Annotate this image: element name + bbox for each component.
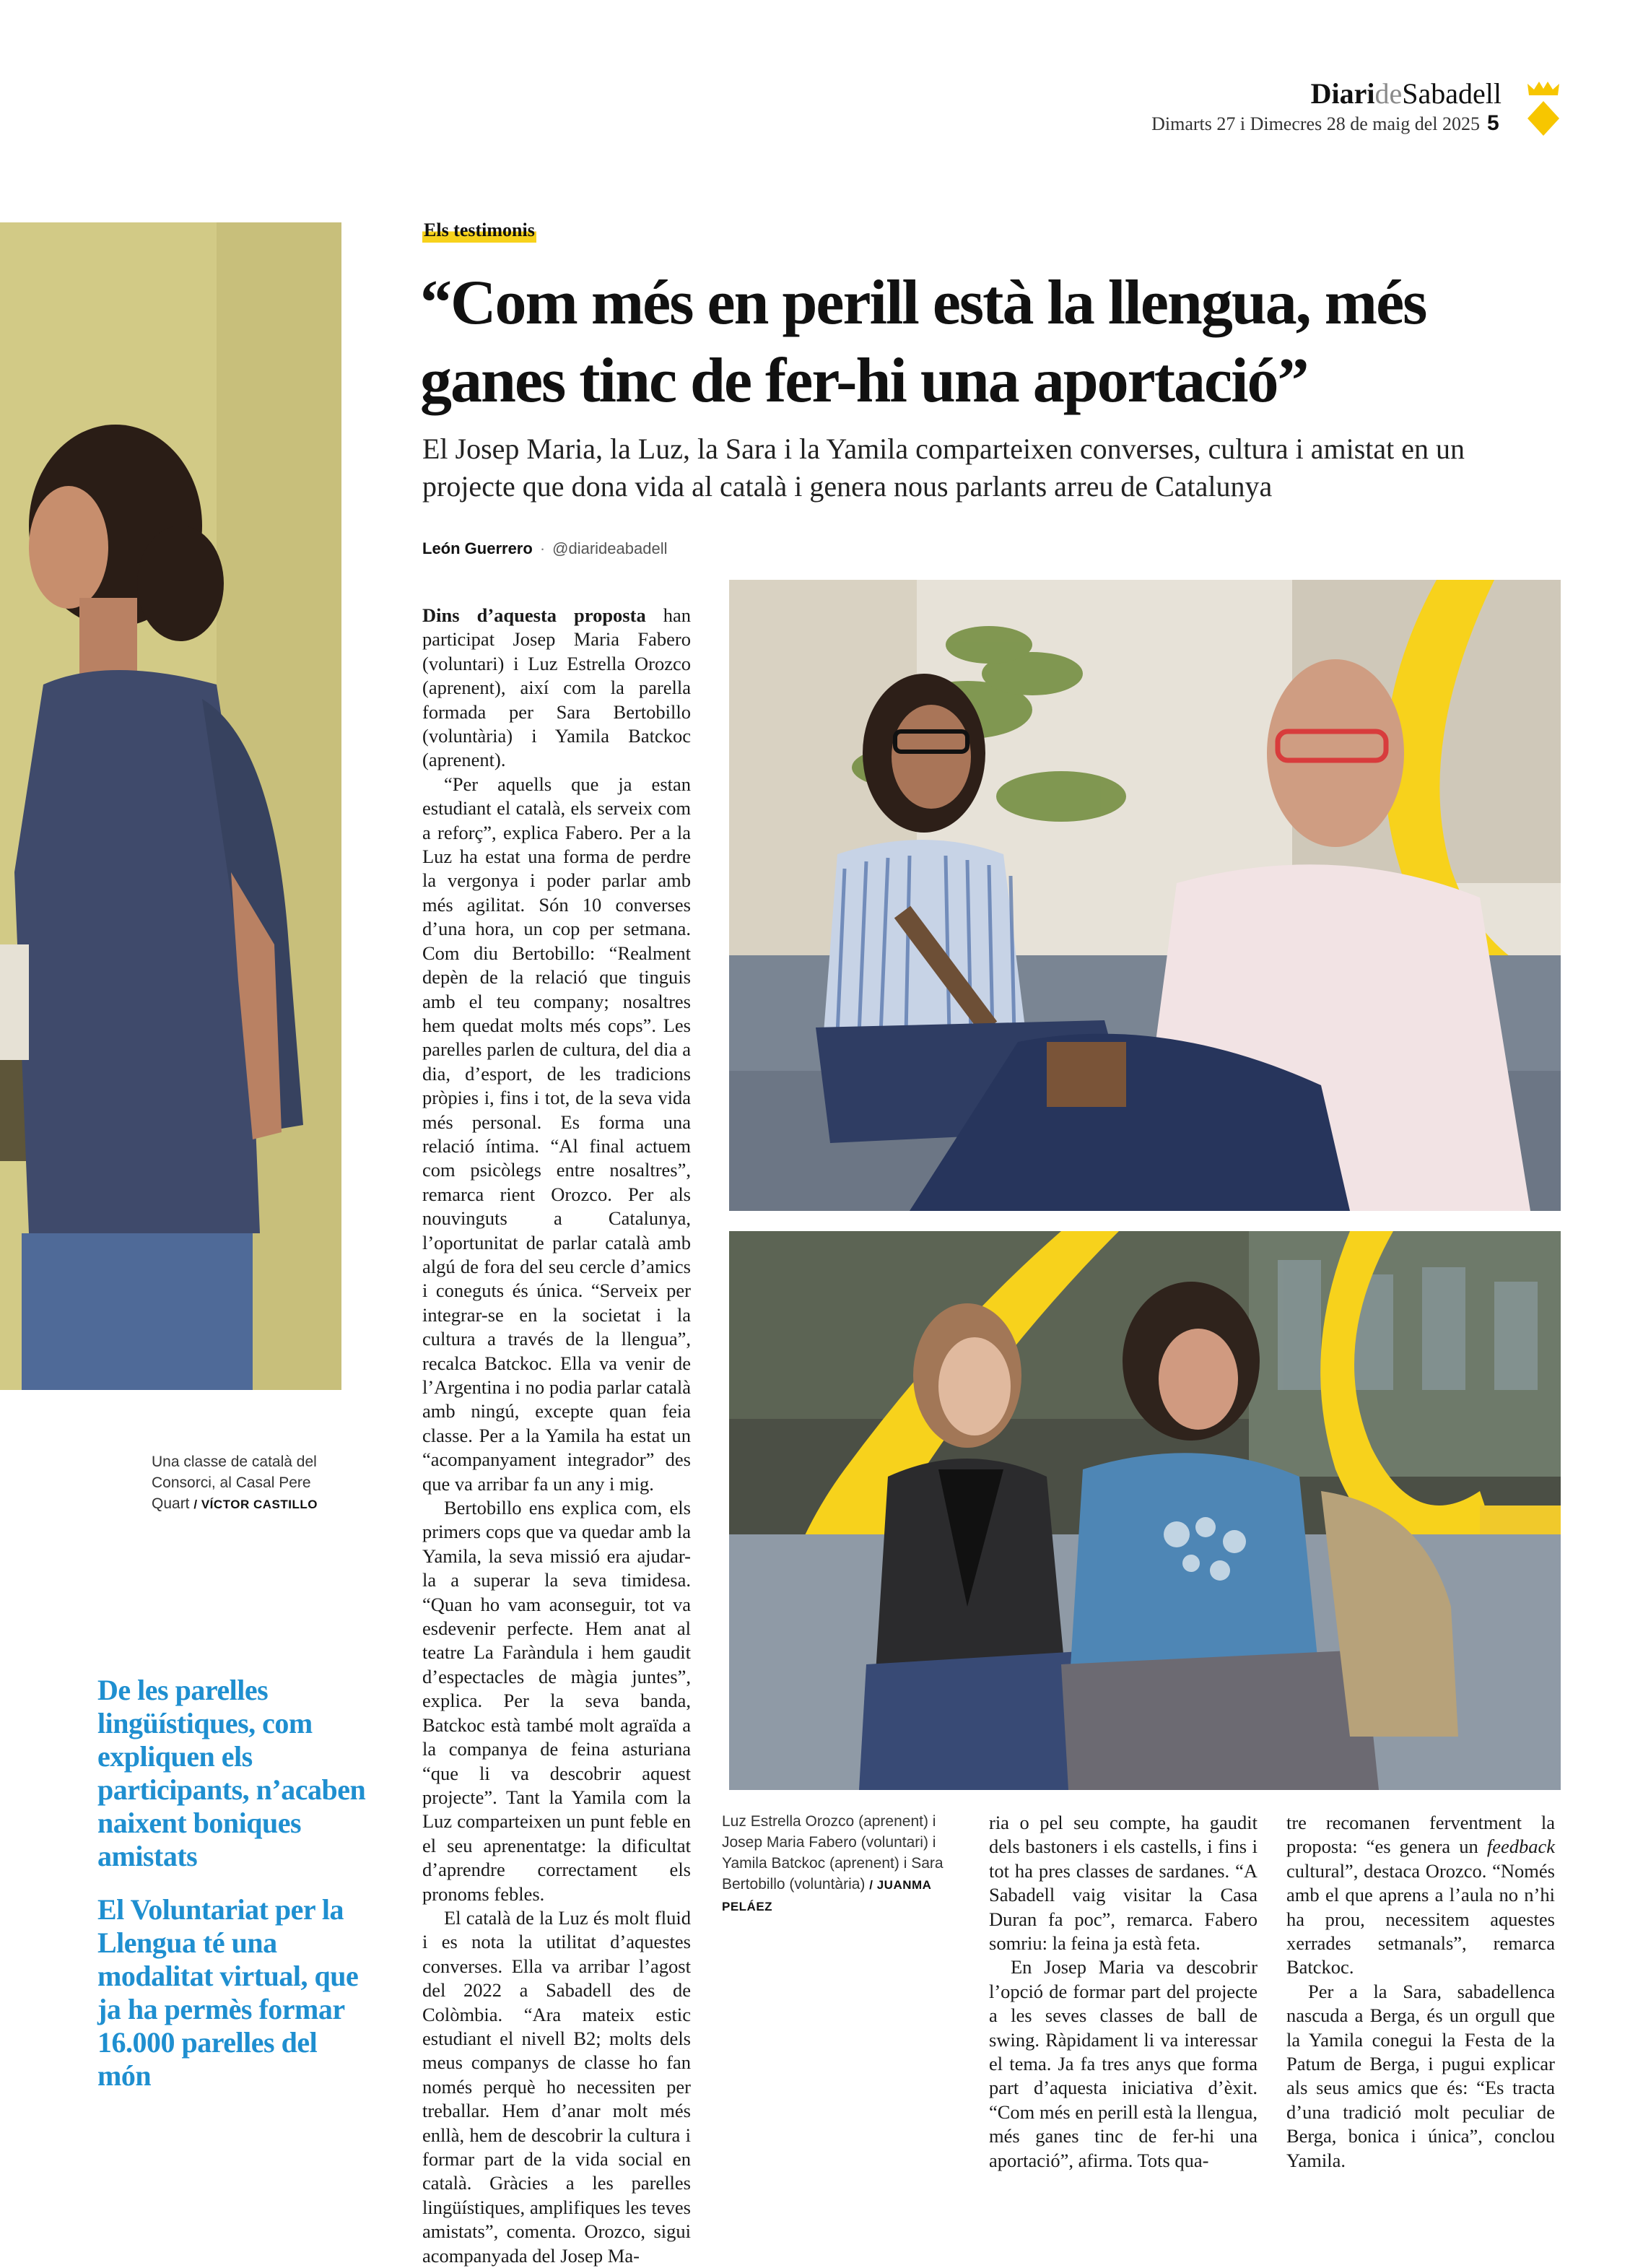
lead-in: Dins d’aquesta proposta bbox=[422, 604, 646, 626]
photo-caption-left bbox=[152, 1451, 339, 1515]
brand-part-diari: Diari bbox=[1310, 77, 1375, 110]
photo-caption-bottom bbox=[722, 1811, 947, 1917]
photo-credit: / JUANMA PELÁEZ bbox=[722, 1878, 931, 1913]
standfirst: El Josep Maria, la Luz, la Sara i la Yamila comparteixen converses, cultura i amistat en un projecte que dona vida al català i genera nous parlants arreu de Catalunya bbox=[422, 433, 1465, 503]
crown-diamond-icon bbox=[1525, 79, 1562, 137]
body-paragraph: “Per aquells que ja estan estudiant el català, els serveix com a reforç”, explica Fabero. Per a la Luz ha estat una forma de perdre la vergonya i poder parlar amb més agilitat. Són 10 converses d’una hora, un cop per setmana. Com diu Bertobillo: “Realment depèn de la relació que tinguis amb el teu company; nosaltres hem quedat molts més cops”. Les parelles parlen de cultura, del dia a dia, d’esport, de les tradicions pròpies i, fins i tot, de la seva vida més personal. Es forma una relació íntima. “Al final actuem com psicòlegs entre nosaltres”, remarca rient Orozco. Per als nouvinguts a Catalunya, l’oportunitat de parlar català amb algú de fora del seu cercle d’amics i coneguts és única. “Serveix per integrar-se en la societat i la cultura a través de la llengua”, recalca Batckoc. Ella va venir de l’Argentina i no podia parlar català amb ningú, excepte quan feia classe. Per a la Yamila ha estat un “acompanyament integrador” des que va arribar fa un any i mig. bbox=[422, 773, 691, 1495]
pull-quote-2: El Voluntariat per la Llengua té una modalitat virtual, que ja ha permès formar 16.000 parelles del món bbox=[97, 1893, 359, 2092]
page-number: 5 bbox=[1487, 111, 1499, 135]
paragraph-text: han participat Josep Maria Fabero (voluntari) i Luz Estrella Orozco (aprenent), així com la parella formada per Sara Bertobillo (voluntària) i Yamila Batckoc (aprenent). bbox=[422, 604, 691, 771]
caption-text: Una classe de català del Consorci, al Casal Pere Quart bbox=[152, 1454, 317, 1512]
pull-quote-1: De les parelles lingüístiques, com expliquen els participants, n’acaben naixent boniques amistats bbox=[97, 1674, 366, 1872]
body-paragraph: Per a la Sara, sabadellenca nascuda a Berga, és un orgull que la Yamila conegui la Festa de la Patum de Berga, i pugui explicar als seus amics que és: “Es tracta d’una tradició molt peculiar de Berga, bonica i única”, conclou Yamila. bbox=[1286, 1980, 1555, 2171]
body-column-2 bbox=[989, 1811, 1258, 2171]
author-handle: @diarideabadell bbox=[552, 539, 668, 557]
paragraph-text: tre recomanen ferventment la proposta: “es genera un bbox=[1286, 1812, 1555, 1858]
issue-date: Dimarts 27 i Dimecres 28 de maig del 2025 bbox=[1151, 113, 1480, 134]
body-paragraph bbox=[1286, 1811, 1555, 1980]
photo-catalan-class bbox=[0, 222, 341, 1390]
photo-yamila-sara bbox=[729, 1231, 1561, 1790]
body-paragraph bbox=[422, 604, 691, 773]
author-name: León Guerrero bbox=[422, 539, 533, 557]
byline bbox=[422, 538, 667, 560]
paragraph-text: cultural”, destaca Orozco. “Només amb el que aprens a l’aula no n’hi ha prou, necessitem aquestes xerrades setmanals”, remarca Batckoc. bbox=[1286, 1859, 1555, 1978]
byline-separator: · bbox=[539, 539, 546, 557]
brand-part-sabadell: Sabadell bbox=[1402, 77, 1502, 110]
body-paragraph: En Josep Maria va descobrir l’opció de formar part del projecte a les seves classes de ball de swing. Ràpidament li va interessar el tema. Ja fa tres anys que forma part d’aquesta iniciativa d’èxit. “Com més en perill està la llengua, més ganes tinc de fer-hi una aportació”, afirma. Tots qua- bbox=[989, 1956, 1258, 2171]
headline: “Com més en perill està la llengua, més ganes tinc de fer-hi una aportació” bbox=[420, 268, 1426, 416]
body-column-1 bbox=[422, 604, 691, 2267]
photo-luz-josep-maria bbox=[729, 580, 1561, 1211]
emphasis-text: feedback bbox=[1486, 1835, 1555, 1858]
body-paragraph: El català de la Luz és molt fluid i es nota la utilitat d’aquestes converses. Ella va arribar l’agost del 2022 a Sabadell des de Colòmbia. “Ara mateix estic estudiant el nivell B2; molts dels meus companys de classe ho fan només perquè ho necessiten per treballar. Hem d’anar molt més enllà, hem de descobrir la cultura i formar part de la vida social en català. Gràcies a les parelles lingüístiques, amplifiques les teves amistats”, comenta. Orozco, sigui acompanyada del Josep Ma- bbox=[422, 1906, 691, 2267]
body-paragraph: Bertobillo ens explica com, els primers cops que va quedar amb la Yamila, la seva missió era ajudar-la a superar la seva timidesa. “Quan ho vam aconseguir, tot va esdevenir perfecte. Hem anat al teatre La Faràndula i hem gaudit d’espectacles de màgia juntes”, explica. Per la seva banda, Batckoc està també molt agraïda a la companya de feina asturiana “que li va descobrir aquest projecte”. Tant la Yamila com la Luz comparteixen un punt feble en el seu aprenentatge: la dificultat d’aprendre correctament els pronoms febles. bbox=[422, 1497, 691, 1905]
body-column-3 bbox=[1286, 1811, 1555, 2171]
caption-text: Luz Estrella Orozco (aprenent) i Josep Maria Fabero (voluntari) i Yamila Batckoc (aprenent) i Sara Bertobillo (voluntària) bbox=[722, 1813, 943, 1893]
body-paragraph: ria o pel seu compte, ha gaudit dels bastoners i els castells, i fins i tot ha pres classes de sardanes. “A Sabadell vaig visitar la Casa Duran fa poc”, remarca. Fabero somriu: la feina ja està feta. bbox=[989, 1812, 1258, 1955]
photo-credit: / VÍCTOR CASTILLO bbox=[193, 1498, 318, 1511]
masthead-brand bbox=[1263, 77, 1502, 111]
brand-part-de: de bbox=[1374, 77, 1403, 110]
section-kicker: Els testimonis bbox=[422, 218, 536, 243]
